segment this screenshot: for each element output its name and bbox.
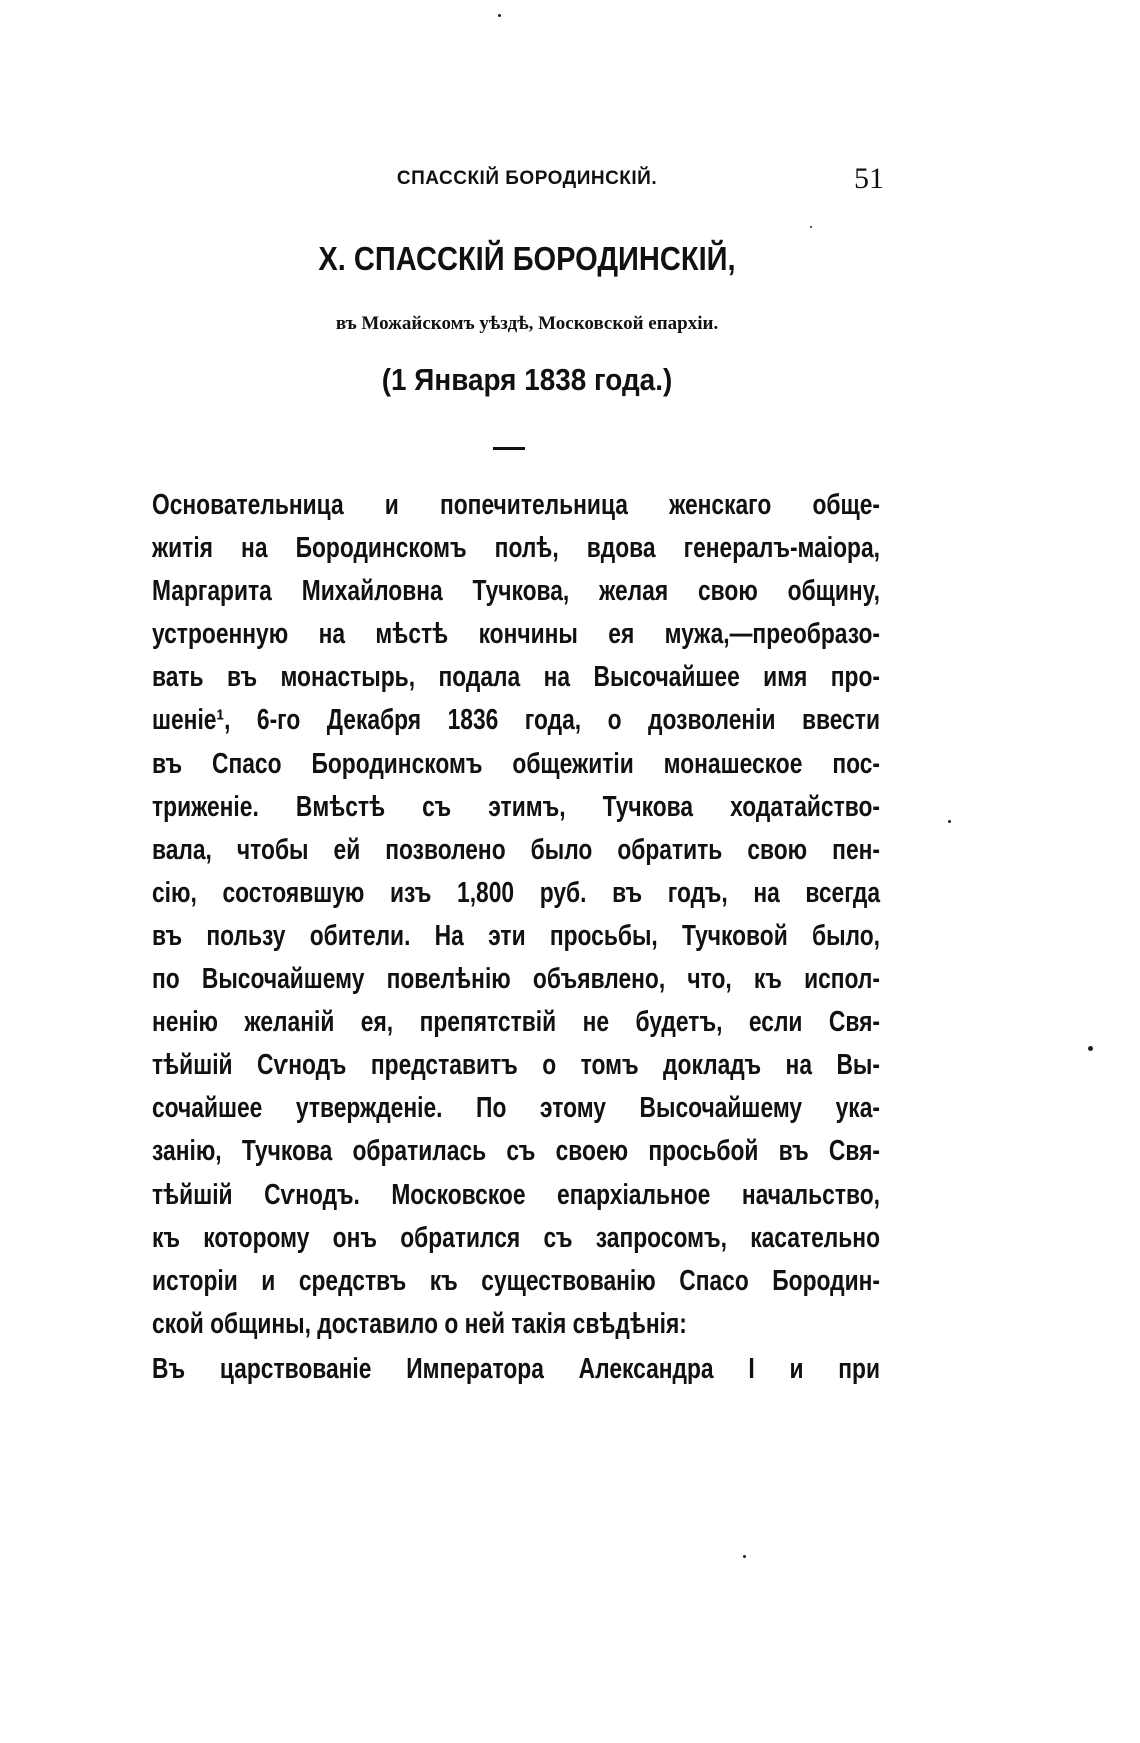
scan-speck (498, 14, 501, 17)
running-head (170, 162, 884, 198)
chapter-title: X. СПАССКІЙ БОРОДИНСКІЙ, (318, 240, 736, 277)
text-line: въ Спасо Бородинскомъ общежитіи монашеское пос- (152, 747, 880, 780)
text-line: триженіе. Вмѣстѣ съ этимъ, Тучкова ходатайство- (152, 790, 880, 823)
scan-speck (948, 820, 951, 823)
text-line: исторіи и средствъ къ существованію Спасо Бородин- (152, 1264, 880, 1297)
text-line: Маргарита Михайловна Тучкова, желая свою общину, (152, 575, 880, 608)
text-line: тѣйшій Сѵнодъ. Московское епархіальное начальство, (152, 1178, 880, 1211)
page-number: 51 (854, 162, 884, 195)
chapter-subtitle: въ Можайскомъ уѣздѣ, Московской епархіи. (335, 313, 719, 334)
text-line: въ пользу обители. На эти просьбы, Тучковой было, (152, 919, 880, 952)
body-paragraph (152, 484, 880, 1346)
text-line: шеніе¹, 6-го Декабря 1836 года, о дозволеніи ввести (152, 704, 880, 737)
next-paragraph (152, 1348, 880, 1391)
text-line: по Высочайшему повелѣнію объявлено, что, къ испол- (152, 963, 880, 996)
text-line: Основательница и попечительница женскаго обще- (152, 489, 880, 521)
text-line: занію, Тучкова обратилась съ своею просьбой въ Свя- (152, 1135, 880, 1168)
text-line: устроенную на мѣстѣ кончины ея мужа,—преобразо- (152, 618, 880, 651)
section-divider (493, 447, 525, 450)
text-line: вала, чтобы ей позволено было обратить свою пен- (152, 833, 880, 866)
text-line: сочайшее утвержденіе. По этому Высочайшему ука- (152, 1092, 880, 1125)
text-line-last: ской общины, доставило о ней такія свѣдѣнія: (152, 1307, 687, 1340)
text-line: сію, состоявшую изъ 1,800 руб. въ годъ, на всегда (152, 876, 880, 909)
text-line: тѣйшій Сѵнодъ представитъ о томъ докладъ на Вы- (152, 1049, 880, 1082)
scan-speck (810, 226, 812, 228)
scan-speck (1088, 1046, 1093, 1051)
running-title: СПАССКІЙ БОРОДИНСКІЙ. (396, 168, 658, 189)
text-line: житія на Бородинскомъ полѣ, вдова генералъ-маіора, (152, 532, 880, 565)
chapter-date: (1 Января 1838 года.) (381, 362, 673, 397)
text-line: Въ царствованіе Императора Александра I и при (152, 1353, 880, 1385)
text-line: къ которому онъ обратился съ запросомъ, касательно (152, 1221, 880, 1254)
text-line: ненію желаній ея, препятствій не будетъ, если Свя- (152, 1006, 880, 1039)
text-line: вать въ монастырь, подала на Высочайшее имя про- (152, 661, 880, 694)
scan-speck (743, 1555, 746, 1558)
